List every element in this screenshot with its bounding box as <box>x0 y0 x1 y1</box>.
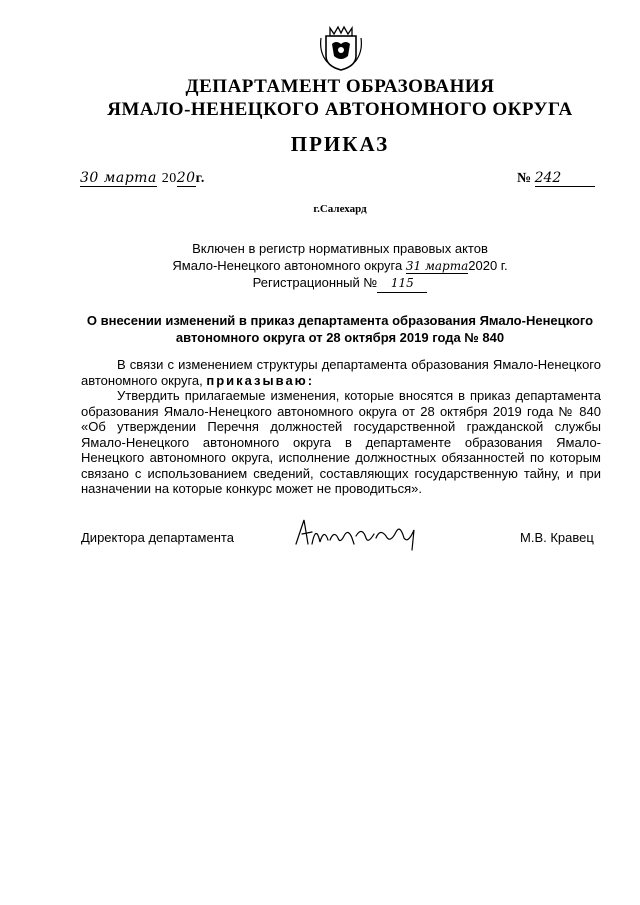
date-suffix: г. <box>195 171 205 186</box>
signatory-name: М.В. Кравец <box>520 530 594 545</box>
order-keyword: приказываю: <box>206 372 315 388</box>
handwritten-signature <box>290 514 430 552</box>
document-title <box>70 312 610 346</box>
registry-line2 <box>100 257 580 275</box>
registry-region: Ямало-Ненецкого автономного округа <box>172 258 403 273</box>
registry-number-label: Регистрационный № <box>252 275 378 290</box>
city: г.Салехард <box>313 203 367 215</box>
number-label: № <box>517 171 532 186</box>
department-name-line1: ДЕПАРТАМЕНТ ОБРАЗОВАНИЯ <box>185 76 495 97</box>
registry-line1: Включен в регистр нормативных правовых актов <box>192 241 488 256</box>
title-line2: автономного округа от 28 октября 2019 года № 840 <box>175 330 505 345</box>
document-number <box>517 170 595 187</box>
registry-line3 <box>100 274 580 293</box>
department-name-line2: ЯМАЛО-НЕНЕЦКОГО АВТОНОМНОГО ОКРУГА <box>107 99 573 120</box>
body-paragraph-2: Утвердить прилагаемые изменения, которые вносятся в приказ департамента образования Ямало-Ненецкого автономного округа от 28 октября 2019 года № 840 «Об утверждении Перечня должностей государственной гражданской службы Ямало-Ненецкого автономного округа в департаменте образования Ямало-Ненецкого автономного округа, исполнение должностных обязанностей по которым связано с использованием сведений, составляющих государственную тайну, и при назначении на которые конкурс может не проводиться». <box>81 388 601 496</box>
registry-date-handwritten: 31 марта <box>405 259 469 273</box>
title-line1: О внесении изменений в приказ департамента образования Ямало-Ненецкого <box>86 313 594 328</box>
document-type: ПРИКАЗ <box>290 132 390 156</box>
body-paragraph-1 <box>81 357 601 388</box>
signatory-position: Директора департамента <box>81 530 234 545</box>
date-day-handwritten: 30 марта <box>80 170 157 186</box>
coat-of-arms-icon <box>318 22 364 72</box>
paragraph-1-text: В связи с изменением структуры департамента образования Ямало-Ненецкого автономного округа, <box>81 357 601 388</box>
document-date <box>80 170 205 187</box>
date-year-printed: 20 <box>161 171 177 186</box>
registry-number-handwritten: 115 <box>377 275 427 293</box>
document-body <box>81 357 601 497</box>
registry-year: 2020 г. <box>468 258 508 273</box>
date-year-handwritten: 20 <box>176 170 196 186</box>
number-value-handwritten: 242 <box>535 170 595 187</box>
